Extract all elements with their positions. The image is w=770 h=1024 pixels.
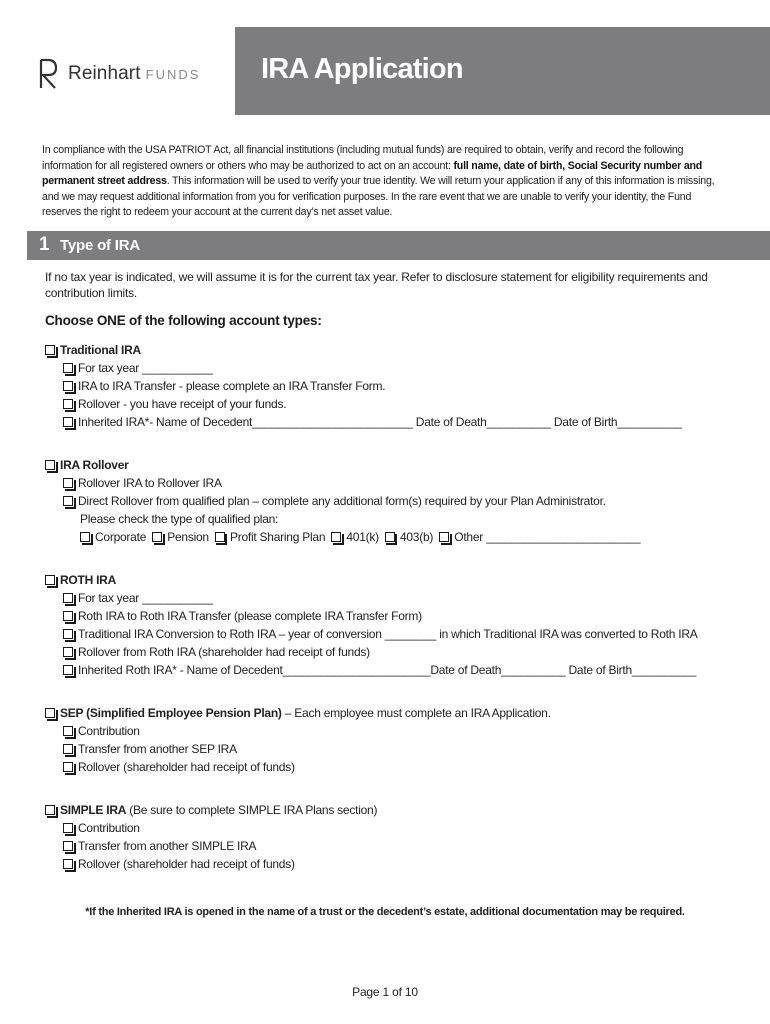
option-sep-transfer[interactable] xyxy=(63,741,237,757)
notice-text-bold: full name, date of birth, Social Security number and permanent street address xyxy=(42,159,703,188)
checkbox-icon[interactable] xyxy=(63,611,73,621)
option-label: Rollover (shareholder had receipt of funds) xyxy=(78,857,295,871)
choose-heading: Choose ONE of the following account types: xyxy=(45,313,322,328)
checkbox-icon[interactable] xyxy=(63,762,73,772)
checkbox-icon[interactable] xyxy=(45,805,55,815)
section-number: 1 xyxy=(39,234,50,255)
plan-type-options xyxy=(80,529,640,545)
option-traditional-ira[interactable] xyxy=(45,342,141,358)
section-title: Type of IRA xyxy=(60,237,141,254)
option-note: – Each employee must complete an IRA Application. xyxy=(281,706,551,720)
brand-funds: FUNDS xyxy=(145,66,201,82)
checkbox-icon[interactable] xyxy=(63,726,73,736)
option-label: 401(k) xyxy=(346,530,379,544)
patriot-act-notice xyxy=(42,143,732,221)
checkbox-icon[interactable] xyxy=(63,399,73,409)
checkbox-icon[interactable] xyxy=(63,665,73,675)
checkbox-icon[interactable] xyxy=(63,629,73,639)
option-label: Pension xyxy=(167,530,209,544)
option-label: Rollover from Roth IRA (shareholder had receipt of funds) xyxy=(78,645,370,659)
page-number: Page 1 of 10 xyxy=(352,985,418,999)
checkbox-icon[interactable] xyxy=(331,532,341,542)
option-label: Traditional IRA Conversion to Roth IRA – year of conversion ________ in which Traditional IRA was converted to Roth IRA xyxy=(78,627,698,641)
checkbox-icon[interactable] xyxy=(45,460,55,470)
option-sep-rollover[interactable] xyxy=(63,759,295,775)
option-traditional-rollover[interactable] xyxy=(63,396,286,412)
section-instructions: If no tax year is indicated, we will assume it is for the current tax year. Refer to disclosure statement for eligibility requirements and contribution limits. xyxy=(45,270,708,300)
option-sep-contribution[interactable] xyxy=(63,723,140,739)
plan-pension[interactable] xyxy=(152,530,209,544)
brand-name: Reinhart xyxy=(68,63,141,84)
option-label: For tax year ___________ xyxy=(78,591,213,605)
option-traditional-inherited[interactable] xyxy=(63,414,682,430)
option-rollover-to-rollover[interactable] xyxy=(63,475,222,491)
option-simple-transfer[interactable] xyxy=(63,838,256,854)
checkbox-icon[interactable] xyxy=(63,496,73,506)
option-label: For tax year ___________ xyxy=(78,361,213,375)
brand-logo xyxy=(38,58,200,90)
option-traditional-tax-year[interactable] xyxy=(63,360,213,376)
option-label: Traditional IRA xyxy=(60,343,141,357)
checkbox-icon[interactable] xyxy=(63,593,73,603)
inherited-ira-footnote: *If the Inherited IRA is opened in the name of a trust or the decedent’s estate, additional documentation may be required. xyxy=(85,906,685,918)
checkbox-icon[interactable] xyxy=(215,532,225,542)
checkbox-icon[interactable] xyxy=(45,575,55,585)
option-ira-rollover[interactable] xyxy=(45,457,129,473)
section-header-type-of-ira xyxy=(27,231,770,260)
option-label: Contribution xyxy=(78,821,140,835)
option-label: IRA to IRA Transfer - please complete an IRA Transfer Form. xyxy=(78,379,386,393)
option-label: Direct Rollover from qualified plan – complete any additional form(s) required by your Plan Administrator. xyxy=(78,494,606,508)
option-label: Corporate xyxy=(95,530,147,544)
option-traditional-transfer[interactable] xyxy=(63,378,385,394)
option-label: Rollover - you have receipt of your funds. xyxy=(78,397,287,411)
option-roth-transfer[interactable] xyxy=(63,608,422,624)
option-note: (Be sure to complete SIMPLE IRA Plans section) xyxy=(126,803,378,817)
checkbox-icon[interactable] xyxy=(45,708,55,718)
option-label: Other ________________________ xyxy=(454,530,641,544)
plan-profit-sharing[interactable] xyxy=(215,530,325,544)
checkbox-icon[interactable] xyxy=(45,345,55,355)
checkbox-icon[interactable] xyxy=(152,532,162,542)
checkbox-icon[interactable] xyxy=(63,417,73,427)
checkbox-icon[interactable] xyxy=(63,363,73,373)
option-label: ROTH IRA xyxy=(60,573,116,587)
notice-text-2: . This information will be used to verify your true identity. We will return your application if any of this information is missing, and we may request additional information from you for verification purposes. In the rare event that we are unable to verify your identity, the Fund reserves the right to redeem your account at the current day’s net asset value. xyxy=(42,175,715,219)
option-label: Profit Sharing Plan xyxy=(229,530,326,544)
page-title: IRA Application xyxy=(261,53,463,85)
option-label: Rollover (shareholder had receipt of funds) xyxy=(78,760,295,774)
option-label: Rollover IRA to Rollover IRA xyxy=(78,476,222,490)
checkbox-icon[interactable] xyxy=(385,532,395,542)
option-roth-conversion[interactable] xyxy=(63,626,698,642)
notice-text-1: In compliance with the USA PATRIOT Act, all financial institutions (including mutual funds) are required to obtain, verify and record the following information for all registered owners or others who may be authorized to act on an account: xyxy=(42,144,684,172)
checkbox-icon[interactable] xyxy=(63,744,73,754)
checkbox-icon[interactable] xyxy=(63,478,73,488)
plan-corporate[interactable] xyxy=(80,530,146,544)
checkbox-icon[interactable] xyxy=(63,841,73,851)
plan-type-instruction: Please check the type of qualified plan: xyxy=(80,512,279,526)
option-label: Transfer from another SEP IRA xyxy=(78,742,237,756)
title-banner xyxy=(235,27,770,115)
option-label: Inherited Roth IRA* - Name of Decedent_______________________Date of Death__________ Date of Birth__________ xyxy=(78,663,697,677)
option-label: SIMPLE IRA xyxy=(60,803,127,817)
checkbox-icon[interactable] xyxy=(439,532,449,542)
plan-403b[interactable] xyxy=(385,530,433,544)
option-sep-ira[interactable] xyxy=(45,705,551,721)
checkbox-icon[interactable] xyxy=(63,823,73,833)
checkbox-icon[interactable] xyxy=(63,381,73,391)
checkbox-icon[interactable] xyxy=(63,647,73,657)
option-label: SEP (Simplified Employee Pension Plan) xyxy=(60,706,282,720)
option-roth-ira[interactable] xyxy=(45,572,116,588)
option-label: Contribution xyxy=(78,724,140,738)
checkbox-icon[interactable] xyxy=(63,859,73,869)
reinhart-logo-icon xyxy=(38,58,60,90)
plan-other[interactable] xyxy=(439,530,640,544)
option-roth-inherited[interactable] xyxy=(63,662,696,678)
option-label: Transfer from another SIMPLE IRA xyxy=(78,839,257,853)
option-simple-contribution[interactable] xyxy=(63,820,140,836)
option-label: IRA Rollover xyxy=(60,458,129,472)
option-roth-tax-year[interactable] xyxy=(63,590,213,606)
option-direct-rollover[interactable] xyxy=(63,493,606,509)
plan-401k[interactable] xyxy=(331,530,379,544)
option-label: 403(b) xyxy=(399,530,434,544)
option-simple-rollover[interactable] xyxy=(63,856,295,872)
option-simple-ira[interactable] xyxy=(45,802,377,818)
option-label: Inherited IRA*- Name of Decedent_________________________ Date of Death__________ Date of Birth__________ xyxy=(78,415,682,429)
option-label: Roth IRA to Roth IRA Transfer (please complete IRA Transfer Form) xyxy=(78,609,422,623)
checkbox-icon[interactable] xyxy=(80,532,90,542)
option-roth-rollover[interactable] xyxy=(63,644,370,660)
